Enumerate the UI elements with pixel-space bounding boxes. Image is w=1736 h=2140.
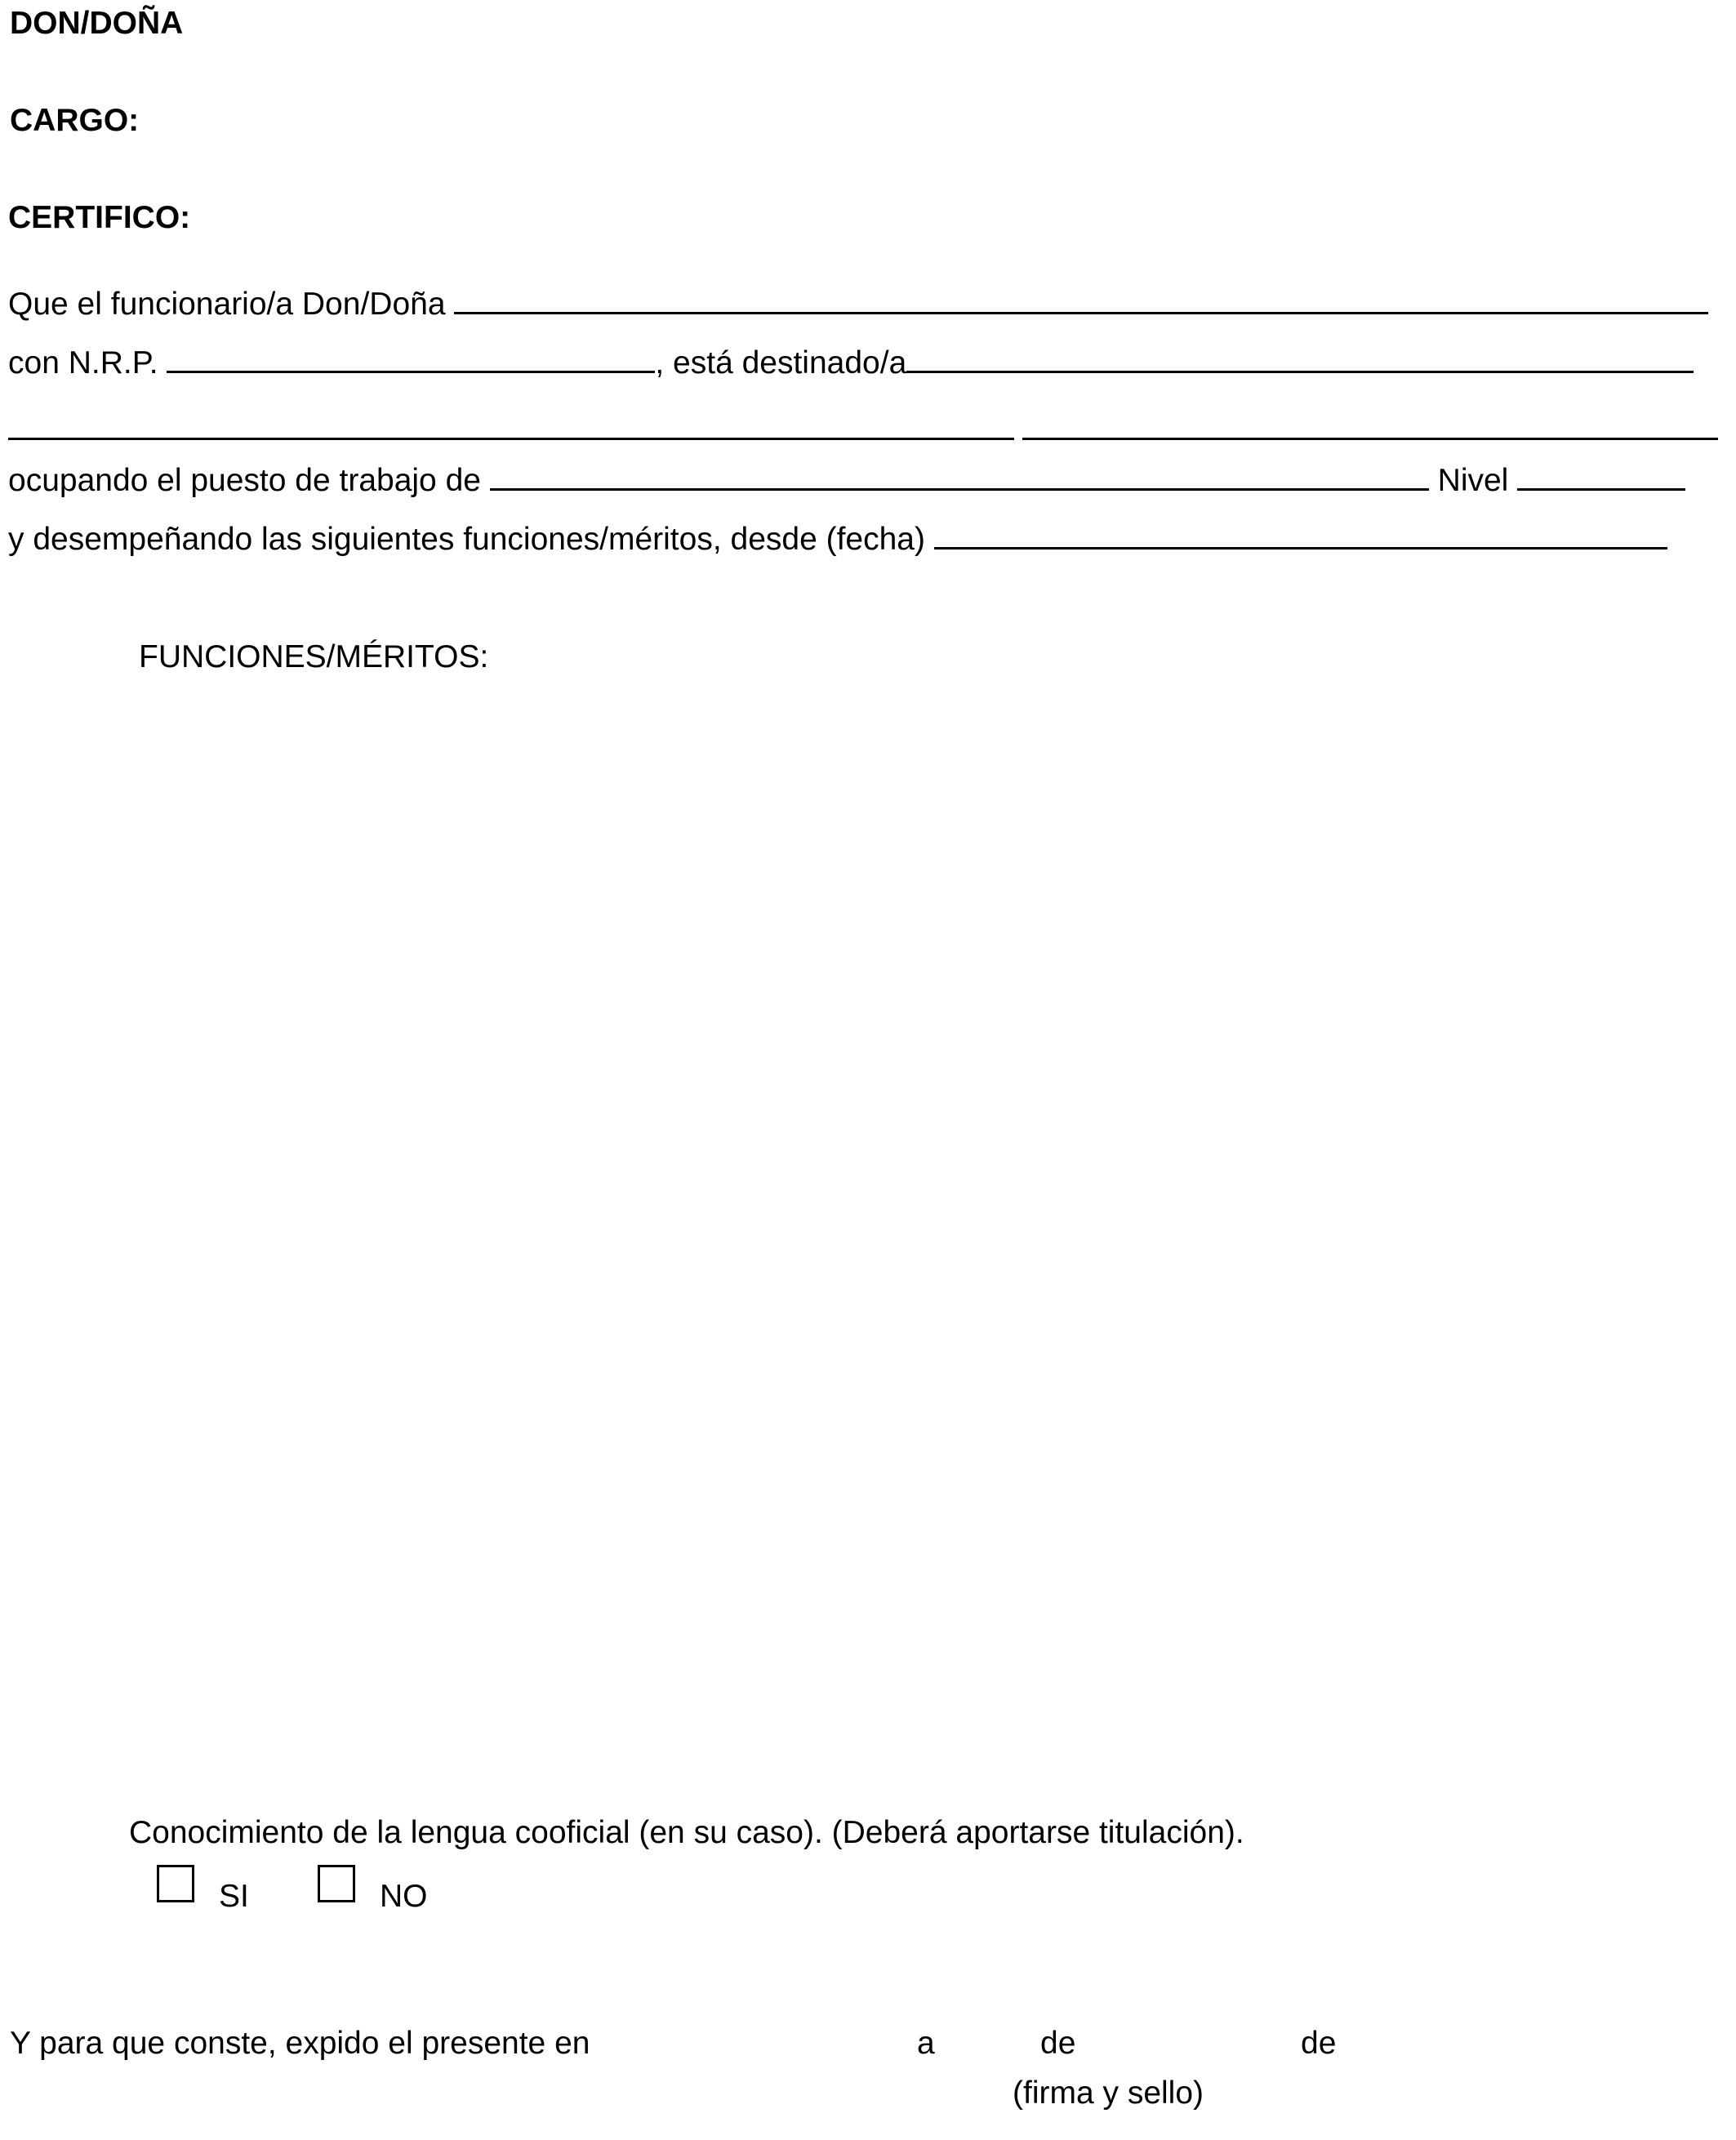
nrp-field[interactable] [167, 349, 655, 373]
si-label: SI [219, 1879, 249, 1914]
destinado-field[interactable] [906, 349, 1694, 373]
nivel-label: Nivel [1428, 463, 1518, 498]
fecha-field[interactable] [934, 525, 1667, 549]
fecha-mes-de-label: de [1040, 2026, 1076, 2061]
puesto-field[interactable] [490, 466, 1429, 491]
nrp-line [8, 345, 1694, 382]
no-checkbox[interactable] [318, 1865, 355, 1902]
destinado-continuation-field-right[interactable] [1022, 438, 1718, 440]
funcionario-line [8, 286, 1708, 323]
funcionario-name-field[interactable] [454, 290, 1708, 314]
fecha-anio-de-label: de [1301, 2026, 1337, 2061]
fecha-label: y desempeñando las siguientes funciones/méritos, desde (fecha) [8, 522, 934, 557]
fecha-dia-a-label: a [917, 2026, 935, 2061]
no-label: NO [380, 1879, 428, 1914]
funcionario-label: Que el funcionario/a Don/Doña [8, 287, 455, 322]
nivel-field[interactable] [1517, 466, 1685, 491]
cargo-label: CARGO: [10, 103, 140, 138]
firma-sello-label: (firma y sello) [1013, 2075, 1204, 2111]
certifico-label: CERTIFICO: [8, 200, 191, 235]
destinado-continuation-field-left[interactable] [8, 438, 1014, 440]
si-checkbox[interactable] [157, 1865, 194, 1902]
funciones-heading: FUNCIONES/MÉRITOS: [139, 639, 489, 674]
lengua-question: Conocimiento de la lengua cooficial (en su caso). (Deberá aportarse titulación). [129, 1815, 1244, 1850]
funciones-content-area[interactable] [139, 694, 1690, 1796]
destinado-label: , está destinado/a [655, 345, 907, 380]
nrp-label: con N.R.P. [8, 345, 167, 380]
don-dona-label: DON/DOÑA [10, 6, 184, 41]
puesto-line [8, 462, 1685, 500]
fecha-line [8, 521, 1667, 558]
conste-text: Y para que conste, expido el presente en [10, 2026, 590, 2061]
puesto-label: ocupando el puesto de trabajo de [8, 463, 490, 498]
